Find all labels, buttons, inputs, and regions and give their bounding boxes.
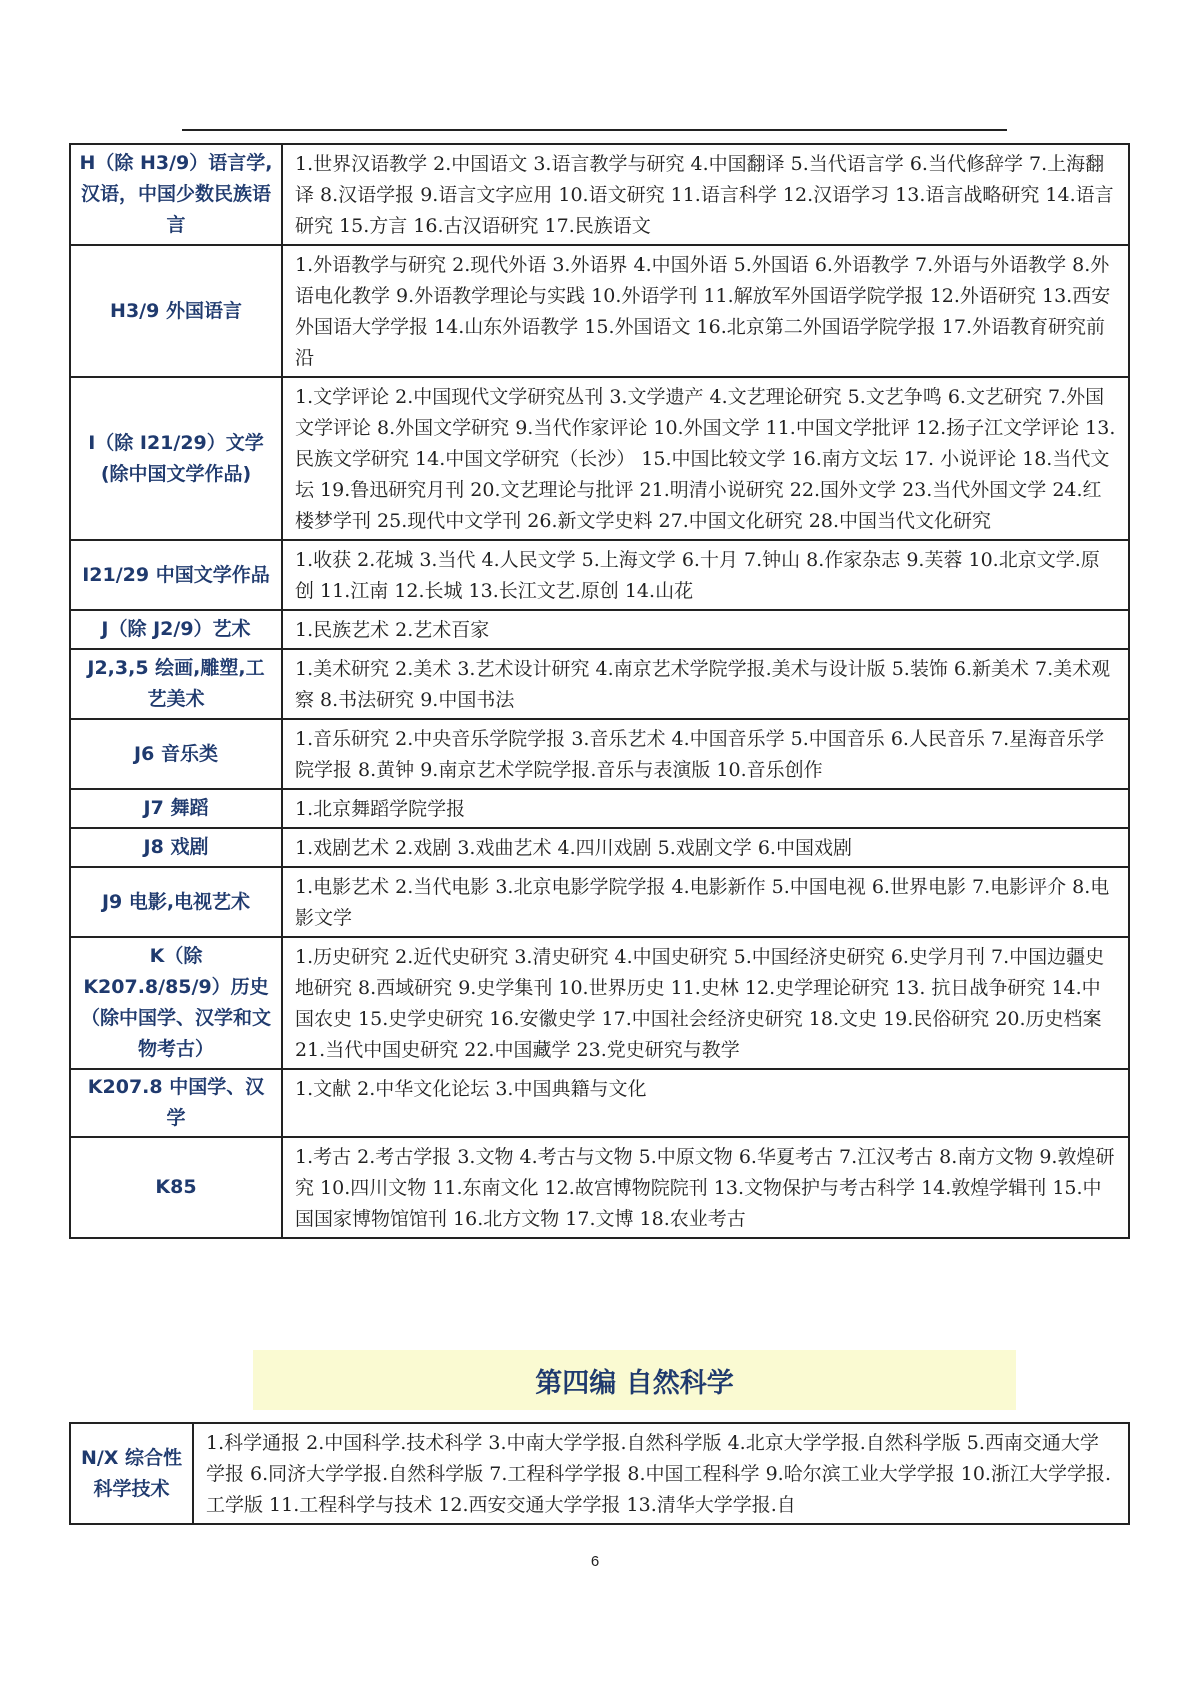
category-label: H3/9 外国语言	[70, 245, 282, 377]
category-label: K85	[70, 1137, 282, 1238]
journal-list: 1.考古 2.考古学报 3.文物 4.考古与文物 5.中原文物 6.华夏考古 7.江汉考古 8.南方文物 9.敦煌研究 10.四川文物 11.东南文化 12.故宫博物院院刊 13.文物保护与考古科学 14.敦煌学辑刊 15.中国国家博物馆馆刊 16.北方文物 17.文博 18.农业考古	[282, 1137, 1129, 1238]
category-label: J9 电影,电视艺术	[70, 867, 282, 937]
journal-list: 1.历史研究 2.近代史研究 3.清史研究 4.中国史研究 5.中国经济史研究 6.史学月刊 7.中国边疆史地研究 8.西域研究 9.史学集刊 10.世界历史 11.史林 12.史学理论研究 13. 抗日战争研究 14.中国农史 15.史学史研究 16.安徽史学 17.中国社会经济史研究 18.文史 19.民俗研究 20.历史档案 21.当代中国史研究 22.中国藏学 23.党史研究与教学	[282, 937, 1129, 1069]
table-row	[70, 540, 1129, 610]
table-row	[70, 828, 1129, 867]
journal-table	[69, 143, 1130, 1239]
category-label: N/X 综合性科学技术	[70, 1423, 193, 1524]
table-row	[70, 867, 1129, 937]
section-title: 第四编 自然科学	[253, 1350, 1016, 1410]
journal-list: 1.音乐研究 2.中央音乐学院学报 3.音乐艺术 4.中国音乐学 5.中国音乐 6.人民音乐 7.星海音乐学院学报 8.黄钟 9.南京艺术学院学报.音乐与表演版 10.音乐创作	[282, 719, 1129, 789]
table-row	[70, 1137, 1129, 1238]
table-row	[70, 144, 1129, 245]
table-row	[70, 1423, 1129, 1524]
table-row	[70, 789, 1129, 828]
category-label: J7 舞蹈	[70, 789, 282, 828]
category-label: J8 戏剧	[70, 828, 282, 867]
journal-list: 1.美术研究 2.美术 3.艺术设计研究 4.南京艺术学院学报.美术与设计版 5.装饰 6.新美术 7.美术观察 8.书法研究 9.中国书法	[282, 649, 1129, 719]
category-label: H（除 H3/9）语言学,汉语，中国少数民族语言	[70, 144, 282, 245]
category-label: K207.8 中国学、汉学	[70, 1069, 282, 1137]
table-row	[70, 610, 1129, 649]
journal-list: 1.世界汉语教学 2.中国语文 3.语言教学与研究 4.中国翻译 5.当代语言学 6.当代修辞学 7.上海翻译 8.汉语学报 9.语言文字应用 10.语文研究 11.语言科学 12.汉语学习 13.语言战略研究 14.语言研究 15.方言 16.古汉语研究 17.民族语文	[282, 144, 1129, 245]
table-row	[70, 377, 1129, 540]
journal-list: 1.文学评论 2.中国现代文学研究丛刊 3.文学遗产 4.文艺理论研究 5.文艺争鸣 6.文艺研究 7.外国文学评论 8.外国文学研究 9.当代作家评论 10.外国文学 11.中国文学批评 12.扬子江文学评论 13.民族文学研究 14.中国文学研究（长沙） 15.中国比较文学 16.南方文坛 17. 小说评论 18.当代文坛 19.鲁迅研究月刊 20.文艺理论与批评 21.明清小说研究 22.国外文学 23.当代外国文学 24.红楼梦学刊 25.现代中文学刊 26.新文学史料 27.中国文化研究 28.中国当代文化研究	[282, 377, 1129, 540]
category-label: K（除 K207.8/85/9）历史（除中国学、汉学和文物考古）	[70, 937, 282, 1069]
page-number: 6	[590, 1553, 600, 1570]
journal-list: 1.戏剧艺术 2.戏剧 3.戏曲艺术 4.四川戏剧 5.戏剧文学 6.中国戏剧	[282, 828, 1129, 867]
journal-list: 1.科学通报 2.中国科学.技术科学 3.中南大学学报.自然科学版 4.北京大学学报.自然科学版 5.西南交通大学学报 6.同济大学学报.自然科学版 7.工程科学学报 8.中国工程科学 9.哈尔滨工业大学学报 10.浙江大学学报.工学版 11.工程科学与技术 12.西安交通大学学报 13.清华大学学报.自	[193, 1423, 1129, 1524]
journal-list: 1.民族艺术 2.艺术百家	[282, 610, 1129, 649]
table-row	[70, 937, 1129, 1069]
table-row	[70, 719, 1129, 789]
table-row	[70, 245, 1129, 377]
journal-list: 1.文献 2.中华文化论坛 3.中国典籍与文化	[282, 1069, 1129, 1137]
journal-list: 1.收获 2.花城 3.当代 4.人民文学 5.上海文学 6.十月 7.钟山 8.作家杂志 9.芙蓉 10.北京文学.原创 11.江南 12.长城 13.长江文艺.原创 14.山花	[282, 540, 1129, 610]
journal-table-natural-sciences	[69, 1422, 1130, 1525]
journal-list: 1.外语教学与研究 2.现代外语 3.外语界 4.中国外语 5.外国语 6.外语教学 7.外语与外语教学 8.外语电化教学 9.外语教学理论与实践 10.外语学刊 11.解放军外国语学院学报 12.外语研究 13.西安外国语大学学报 14.山东外语教学 15.外国语文 16.北京第二外国语学院学报 17.外语教育研究前沿	[282, 245, 1129, 377]
category-label: J6 音乐类	[70, 719, 282, 789]
category-label: J2,3,5 绘画,雕塑,工艺美术	[70, 649, 282, 719]
journal-list: 1.北京舞蹈学院学报	[282, 789, 1129, 828]
category-label: I（除 I21/29）文学(除中国文学作品)	[70, 377, 282, 540]
table-row	[70, 1069, 1129, 1137]
table-row	[70, 649, 1129, 719]
journal-list: 1.电影艺术 2.当代电影 3.北京电影学院学报 4.电影新作 5.中国电视 6.世界电影 7.电影评介 8.电影文学	[282, 867, 1129, 937]
category-label: I21/29 中国文学作品	[70, 540, 282, 610]
category-label: J（除 J2/9）艺术	[70, 610, 282, 649]
header-rule	[182, 129, 1007, 131]
